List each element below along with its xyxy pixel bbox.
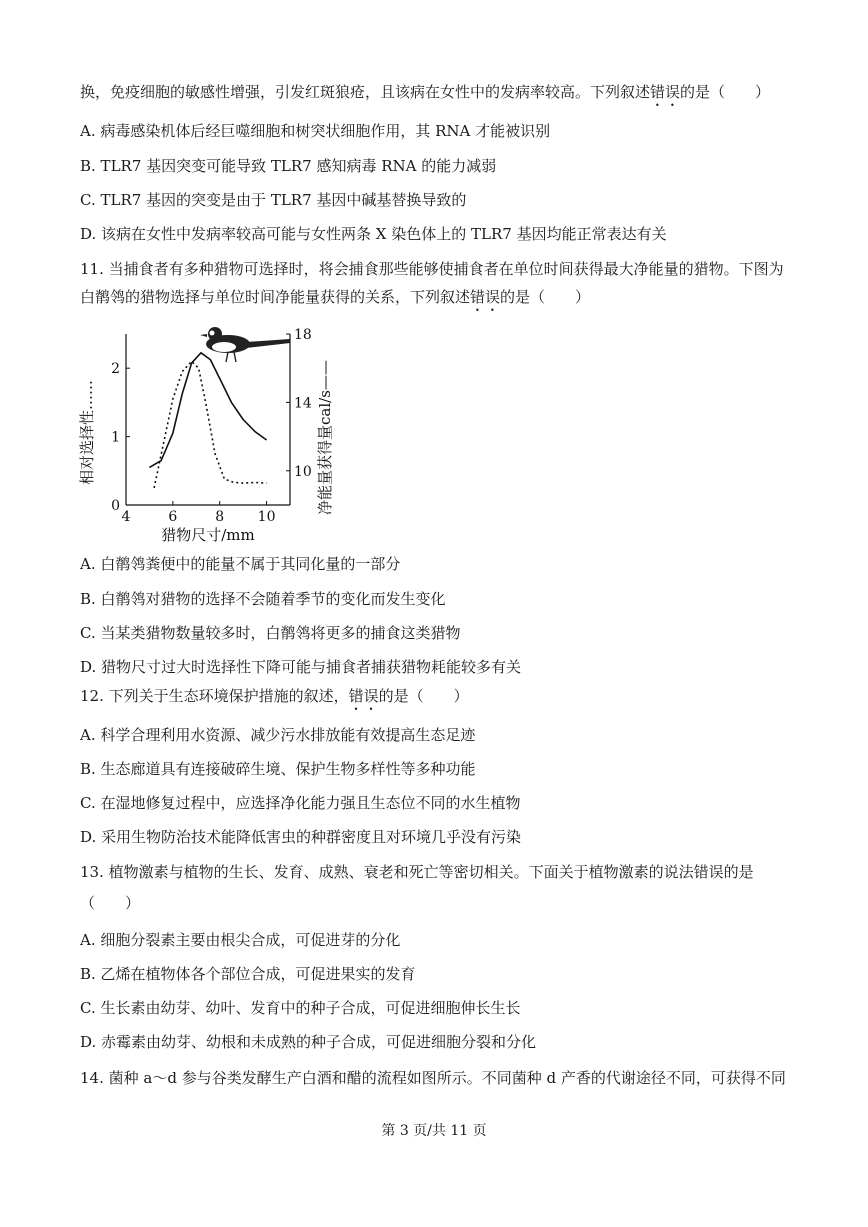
page-footer: 第 3 页/共 11 页 [381,1123,487,1139]
x-tick-label: 8 [215,509,225,525]
q10-option-a[interactable]: A. 病毒感染机体后经巨噬细胞和树突状细胞作用，其 RNA 才能被识别 [80,122,551,140]
q10-option-d[interactable]: D. 该病在女性中发病率较高可能与女性两条 X 染色体上的 TLR7 基因均能正常表达有关 [80,225,667,243]
q13-option-b[interactable]: B. 乙烯在植物体各个部位合成，可促进果实的发育 [80,965,416,983]
q10-stem-line: 换，免疫细胞的敏感性增强，引发红斑狼疮，且该病在女性中的发病率较高。下列叙述错误的是（ ） [80,83,771,101]
y-right-tick-label: 14 [294,395,312,412]
series-line-solid [149,353,266,468]
prey-selection-chart [78,322,348,547]
q11-stem-line2: 白鹡鸰的猎物选择与单位时间净能量获得的关系，下列叙述错误的是（ ） [80,288,591,306]
x-tick-label: 6 [168,509,178,525]
wagtail-bird-icon [200,327,290,362]
q13-stem-line2: （ ） [80,894,141,912]
q11-stem-line1: 11. 当捕食者有多种猎物可选择时，将会捕食那些能够使捕食者在单位时间获得最大净能量的猎物。下图为 [80,260,784,278]
y-right-tick-label: 18 [294,327,312,343]
q13-option-a[interactable]: A. 细胞分裂素主要由根尖合成，可促进芽的分化 [80,931,401,949]
q13-stem-line1: 13. 植物激素与植物的生长、发育、成熟、衰老和死亡等密切相关。下面关于植物激素的说法错误的是 [80,863,754,881]
q10-option-b[interactable]: B. TLR7 基因突变可能导致 TLR7 感知病毒 RNA 的能力减弱 [80,157,497,175]
x-tick-label: 4 [121,509,131,525]
q11-option-d[interactable]: D. 猎物尺寸过大时选择性下降可能与捕食者捕获猎物耗能较多有关 [80,658,522,676]
q13-option-c[interactable]: C. 生长素由幼芽、幼叶、发育中的种子合成，可促进细胞伸长生长 [80,999,521,1017]
y-right-axis-label: 净能量获得量cal/s—— [316,360,334,515]
q12-option-c[interactable]: C. 在湿地修复过程中，应选择净化能力强且生态位不同的水生植物 [80,794,521,812]
x-axis-label: 猎物尺寸/mm [161,526,255,544]
q12-option-b[interactable]: B. 生态廊道具有连接破碎生境、保护生物多样性等多种功能 [80,760,476,778]
q12-option-a[interactable]: A. 科学合理利用水资源、减少污水排放能有效提高生态足迹 [80,726,476,744]
q14-stem-line1: 14. 菌种 a～d 参与谷类发酵生产白酒和醋的流程如图所示。不同菌种 d 产香的代谢途径不同，可获得不同 [80,1069,786,1087]
q11-option-a[interactable]: A. 白鹡鸰粪便中的能量不属于其同化量的一部分 [80,555,401,573]
q11-option-b[interactable]: B. 白鹡鸰对猎物的选择不会随着季节的变化而发生变化 [80,590,446,608]
series-line-dotted [154,361,266,488]
y-left-axis-label: 相对选择性…… [78,379,96,485]
q11-option-c[interactable]: C. 当某类猎物数量较多时，白鹡鸰将更多的捕食这类猎物 [80,624,461,642]
y-left-tick-label: 1 [111,429,120,446]
x-tick-label: 10 [257,509,276,525]
y-left-tick-label: 2 [111,361,120,378]
q12-stem: 12. 下列关于生态环境保护措施的叙述，错误的是（ ） [80,687,469,705]
y-right-tick-label: 10 [294,463,312,480]
q12-option-d[interactable]: D. 采用生物防治技术能降低害虫的种群密度且对环境几乎没有污染 [80,828,522,846]
y-left-tick-label: 0 [111,498,120,514]
q10-option-c[interactable]: C. TLR7 基因的突变是由于 TLR7 基因中碱基替换导致的 [80,191,467,209]
q13-option-d[interactable]: D. 赤霉素由幼芽、幼根和未成熟的种子合成，可促进细胞分裂和分化 [80,1033,537,1051]
